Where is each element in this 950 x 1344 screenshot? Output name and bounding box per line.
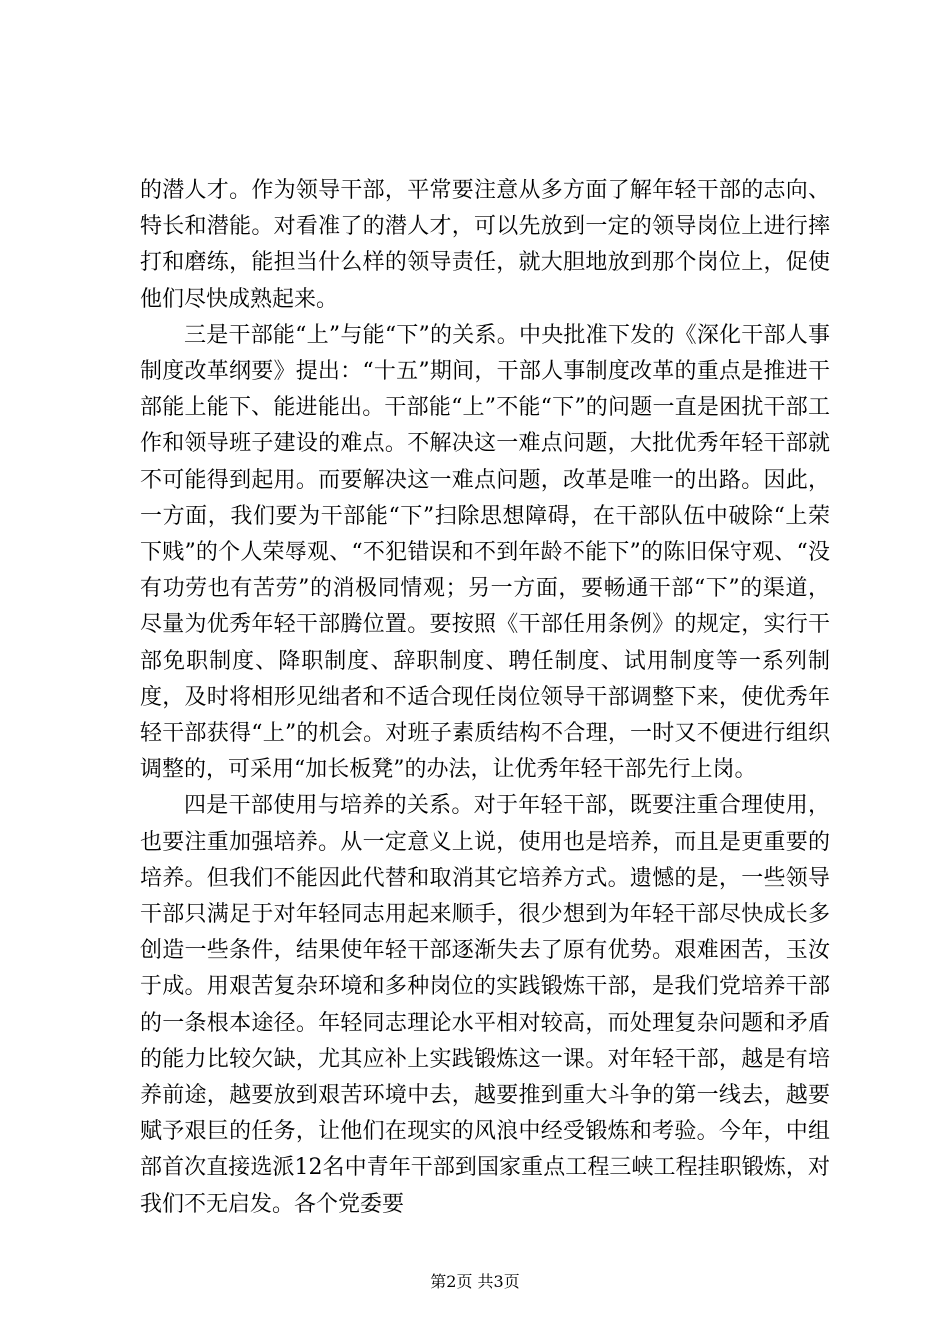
paragraph-1: 的潜人才。作为领导干部，平常要注意从多方面了解年轻干部的志向、特长和潜能。对看准了的潜人才，可以先放到一定的领导岗位上进行摔打和磨练，能担当什么样的领导责任，就大胆地放到那个岗位上，促使他们尽快成熟起来。 (140, 178, 830, 312)
paragraph-3: 四是干部使用与培养的关系。对于年轻干部，既要注重合理使用，也要注重加强培养。从一定意义上说，使用也是培养，而且是更重要的培养。但我们不能因此代替和取消其它培养方式。遗憾的是，一些领导干部只满足于对年轻同志用起来顺手，很少想到为年轻干部尽快成长多创造一些条件，结果使年轻干部逐渐失去了原有优势。艰难困苦，玉汝于成。用艰苦复杂环境和多种岗位的实践锻炼干部，是我们党培养干部的一条根本途径。年轻同志理论水平相对较高，而处理复杂问题和矛盾的能力比较欠缺，尤其应补上实践锻炼这一课。对年轻干部，越是有培养前途，越要放到艰苦环境中去，越要推到重大斗争的第一线去，越要赋予艰巨的任务，让他们在现实的风浪中经受锻炼和考验。今年，中组部首次直接选派12名中青年干部到国家重点工程三峡工程挂职锻炼，对我们不无启发。各个党委要 (140, 793, 830, 1217)
paragraph-2: 三是干部能“上”与能“下”的关系。中央批准下发的《深化干部人事制度改革纲要》提出：“十五”期间，干部人事制度改革的重点是推进干部能上能下、能进能出。干部能“上”不能“下”的问题一直是困扰干部工作和领导班子建设的难点。不解决这一难点问题，大批优秀年轻干部就不可能得到起用。而要解决这一难点问题，改革是唯一的出路。因此，一方面，我们要为干部能“下”扫除思想障碍，在干部队伍中破除“上荣下贱”的个人荣辱观、“不犯错误和不到年龄不能下”的陈旧保守观、“没有功劳也有苦劳”的消极同情观；另一方面，要畅通干部“下”的渠道，尽量为优秀年轻干部腾位置。要按照《干部任用条例》的规定，实行干部免职制度、降职制度、辞职制度、聘任制度、试用制度等一系列制度，及时将相形见绌者和不适合现任岗位领导干部调整下来，使优秀年轻干部获得“上”的机会。对班子素质结构不合理，一时又不便进行组织调整的，可采用“加长板凳”的办法，让优秀年轻干部先行上岗。 (140, 322, 830, 783)
page-footer: 第2页 共3页 (430, 1272, 520, 1291)
body-text (140, 173, 830, 1223)
